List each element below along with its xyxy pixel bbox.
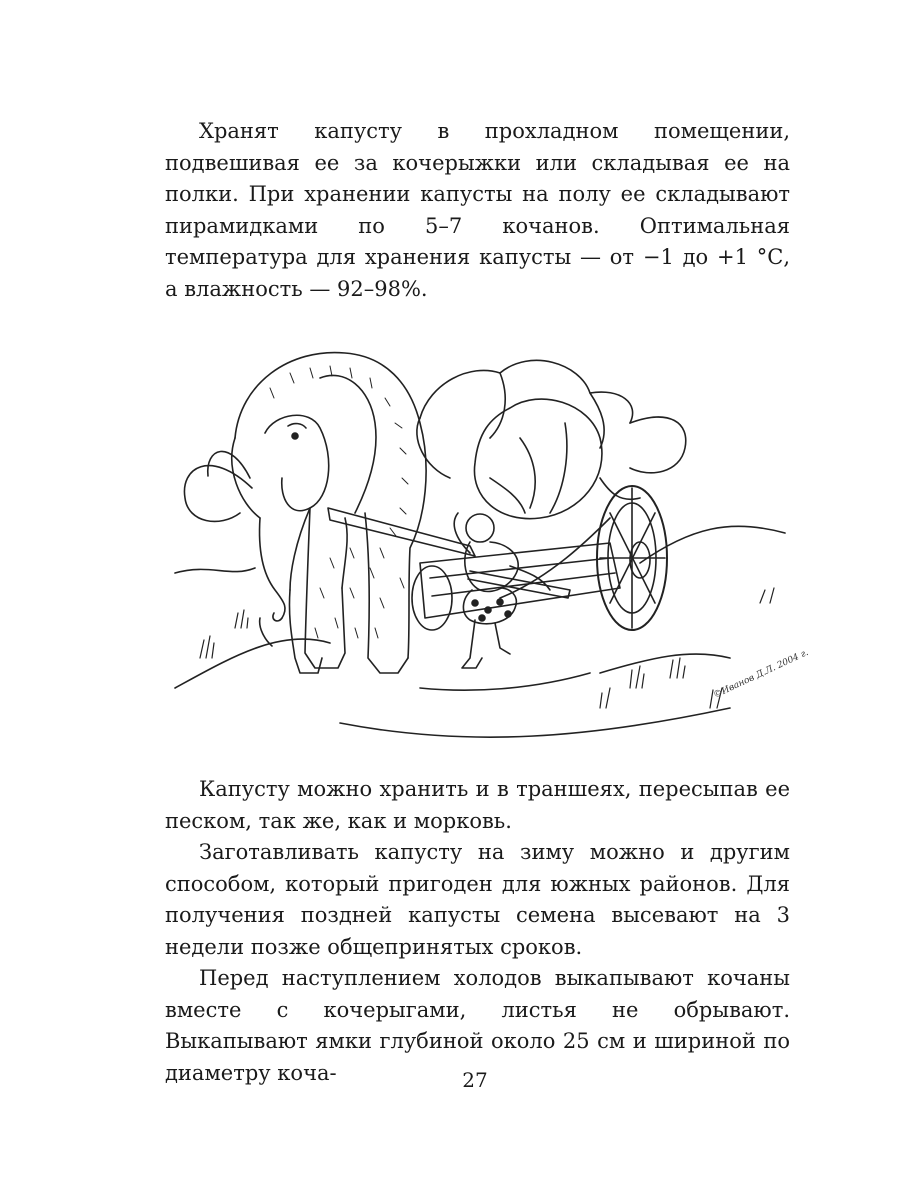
cart-shafts [328, 508, 570, 598]
paragraph-storage: Хранят капусту в прохладном помещении, подвешивая ее за кочерыжки или складывая ее на полки. При хранении капусты на полу ее складывают пирамидками по 5–7 кочанов. Оптимальная температура для хранения капусты — от −1 до +1 °С, а влажность — 92–98%. [165, 119, 790, 301]
paragraph-digging: Перед наступлением холодов выкапывают кочаны вместе с кочерыгами, листья не обрывают. Выкапывают ямки глубиной около 25 см и шириной по диаметру коча- [165, 966, 790, 1085]
mammoth-cabbage-illustration [170, 328, 811, 758]
mammoth-fur-strokes [270, 366, 408, 638]
paragraph-southern-method: Заготавливать капусту на зиму можно и другим способом, который пригоден для южных районов. Для получения поздней капусты семена высевают на 3 недели позже общепринятых сроков. [165, 840, 790, 959]
page-number: 27 [462, 1068, 488, 1092]
mammoth [184, 353, 426, 673]
giant-cabbage [417, 360, 686, 518]
text-block-top [165, 116, 790, 305]
caveman [454, 513, 550, 668]
illustration-signature: ©Иванов Д.Л. 2004 г. [712, 647, 811, 701]
text-block-bottom [165, 774, 790, 1089]
landscape-lines [175, 518, 785, 737]
paragraph-trenches: Капусту можно хранить и в траншеях, пересыпав ее песком, так же, как и морковь. [165, 777, 790, 833]
cart [412, 486, 667, 630]
